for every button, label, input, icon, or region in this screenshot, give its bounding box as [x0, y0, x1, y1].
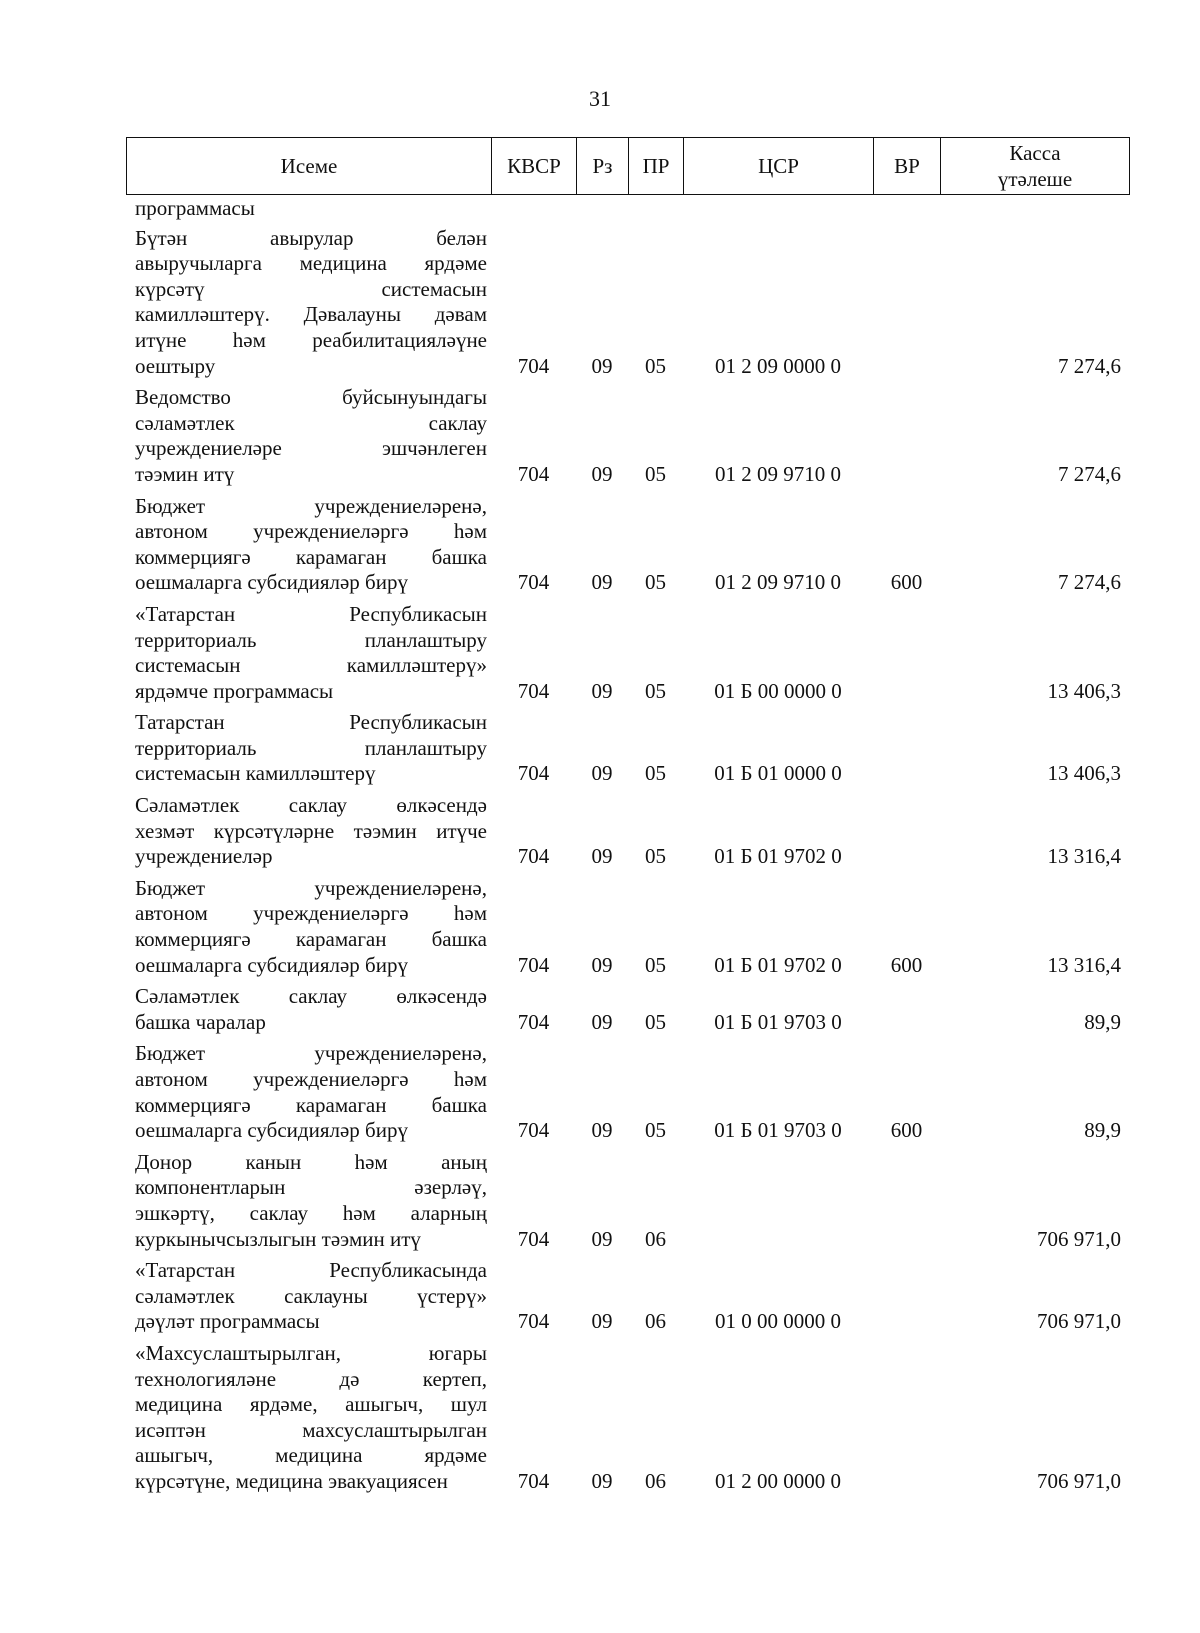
- row-amount: 7 274,6: [1058, 461, 1121, 486]
- row-kvsr: 704: [517, 1118, 550, 1143]
- row-name-cell: [126, 1150, 491, 1258]
- row-name-line: Татарстан Республикасын: [135, 710, 487, 735]
- row-kvsr: 704: [517, 353, 550, 378]
- row-amount: 7 274,6: [1058, 353, 1121, 378]
- row-rz: 09: [591, 1118, 613, 1143]
- column-header-pr: ПР: [629, 138, 684, 195]
- row-amount: 13 406,3: [1047, 678, 1121, 703]
- row-name-line: «Махсуслаштырылган, югары: [135, 1340, 487, 1365]
- row-name-line: сәламәтлек саклауны үстерү»: [135, 1283, 487, 1308]
- table-row: [126, 710, 1129, 793]
- row-pr: 05: [645, 952, 666, 977]
- row-amount: 89,9: [1084, 1118, 1121, 1143]
- row-csr: 01 Б 00 0000 0: [714, 678, 842, 703]
- row-name-line: Бюджет учреждениеләренә,: [135, 1041, 487, 1066]
- row-name-line: авыручыларга медицина ярдәме: [135, 251, 487, 276]
- row-pr: 05: [645, 570, 666, 595]
- row-kvsr: 704: [517, 1009, 550, 1034]
- row-name-line: оешмаларга субсидияләр бирү: [135, 1118, 408, 1143]
- row-vr: [873, 385, 940, 493]
- row-vr: [873, 1150, 940, 1258]
- row-rz: 09: [591, 952, 613, 977]
- row-vr: [873, 1341, 940, 1501]
- row-name-line: учреждениеләре эшчәнлеген: [135, 436, 487, 461]
- table-row: [126, 793, 1129, 876]
- row-name-line: исәптән махсуслаштырылган: [135, 1417, 487, 1442]
- row-pr: 06: [645, 1226, 666, 1251]
- row-name-line: Бюджет учреждениеләренә,: [135, 875, 487, 900]
- row-name-line: компонентларын әзерләү,: [135, 1175, 487, 1200]
- row-csr: 01 2 09 9710 0: [715, 461, 841, 486]
- row-name-cell: [126, 710, 491, 793]
- row-pr: 05: [645, 353, 666, 378]
- row-name-line: Ведомство буйсынуындагы: [135, 385, 487, 410]
- row-name-cell: [126, 385, 491, 493]
- table-row: [126, 1258, 1129, 1341]
- row-rz: 09: [591, 1309, 613, 1334]
- row-vr: [873, 984, 940, 1041]
- row-kvsr: 704: [517, 1468, 550, 1493]
- row-name-line: «Татарстан Республикасын: [135, 601, 487, 626]
- column-header-name: Исеме: [127, 138, 492, 195]
- row-name-line: Сәламәтлек саклау өлкәсендә: [135, 793, 487, 818]
- row-name-line: Бюджет учреждениеләренә,: [135, 493, 487, 518]
- row-rz: 09: [591, 461, 613, 486]
- row-amount: 706 971,0: [1037, 1226, 1121, 1251]
- row-vr: 600: [890, 952, 923, 977]
- row-rz: 09: [591, 761, 613, 786]
- row-name-line: күрсәтү системасын: [135, 276, 487, 301]
- row-name-cell: [126, 1341, 491, 1501]
- row-name-line: Донор канын һәм аның: [135, 1149, 487, 1174]
- table-header: [126, 137, 1130, 195]
- table-row: [126, 984, 1129, 1041]
- row-amount: 89,9: [1084, 1009, 1121, 1034]
- column-header-csr: ЦСР: [684, 138, 874, 195]
- row-name-line: коммерциягә карамаган башка: [135, 544, 487, 569]
- table-row: [126, 1341, 1129, 1501]
- row-pr: 05: [645, 461, 666, 486]
- row-vr: [873, 226, 940, 386]
- row-vr: [873, 710, 940, 793]
- row-name-line: оешмаларга субсидияләр бирү: [135, 952, 408, 977]
- column-header-kvsr: КВСР: [492, 138, 577, 195]
- row-amount: 706 971,0: [1037, 1468, 1121, 1493]
- row-name-line: Бүтән авырулар белән: [135, 225, 487, 250]
- row-kvsr: 704: [517, 570, 550, 595]
- row-name-line: оештыру: [135, 353, 216, 378]
- row-name-line: камилләштерү. Дәвалауны дәвам: [135, 302, 487, 327]
- row-vr: 600: [890, 1118, 923, 1143]
- column-header-amount: [941, 138, 1130, 195]
- table-row: [126, 1150, 1129, 1258]
- row-name-line: оешмаларга субсидияләр бирү: [135, 570, 408, 595]
- column-header-vr: ВР: [874, 138, 941, 195]
- budget-table: [126, 196, 1129, 1501]
- row-name-cell: [126, 226, 491, 386]
- row-pr: 05: [645, 844, 666, 869]
- row-rz: 09: [591, 1009, 613, 1034]
- row-csr: [683, 1150, 873, 1258]
- row-vr: [873, 1258, 940, 1341]
- row-name-line: автоном учреждениеләргә һәм: [135, 1067, 487, 1091]
- row-name-line: куркынычсызлыгын тәэмин итү: [135, 1226, 421, 1251]
- table-row: [126, 602, 1129, 710]
- row-amount: 706 971,0: [1037, 1309, 1121, 1334]
- row-name-line: коммерциягә карамаган башка: [135, 1092, 487, 1117]
- row-name-line: «Татарстан Республикасында: [135, 1258, 487, 1283]
- row-vr: 600: [890, 570, 923, 595]
- row-name-line: ашыгыч, медицина ярдәме: [135, 1443, 487, 1468]
- row-name-line: ярдәмче программасы: [135, 678, 334, 703]
- row-amount: 13 316,4: [1047, 952, 1121, 977]
- row-csr: 01 2 00 0000 0: [715, 1468, 841, 1493]
- row-name-line: системасын камилләштерү»: [135, 653, 487, 678]
- row-name-line: территориаль планлаштыру: [135, 627, 487, 652]
- row-name-line: тәэмин итү: [135, 461, 235, 486]
- row-name-line: коммерциягә карамаган башка: [135, 927, 487, 952]
- row-pr: 05: [645, 1009, 666, 1034]
- row-csr: 01 Б 01 9702 0: [714, 952, 842, 977]
- table-row: [126, 1041, 1129, 1149]
- row-name-line: территориаль планлаштыру: [135, 735, 487, 760]
- table-row-continuation: [126, 196, 1129, 226]
- table-row: [126, 385, 1129, 493]
- row-name-cell: [126, 602, 491, 710]
- row-kvsr: 704: [517, 678, 550, 703]
- page-number: 31: [589, 86, 611, 111]
- row-name-cell: [126, 984, 491, 1041]
- row-name-line: башка чаралар: [135, 1009, 266, 1034]
- row-name-line: системасын камилләштерү: [135, 761, 376, 786]
- column-header-rz: Рз: [577, 138, 629, 195]
- table-row: [126, 876, 1129, 984]
- row-name-line: автоном учреждениеләргә һәм: [135, 519, 487, 544]
- row-name-cell: [126, 1258, 491, 1341]
- row-name-line: хезмәт күрсәтүләрне тәэмин итүче: [135, 818, 487, 843]
- row-pr: 06: [645, 1309, 666, 1334]
- row-name-line: автоном учреждениеләргә һәм: [135, 901, 487, 926]
- row-pr: 05: [645, 761, 666, 786]
- row-csr: 01 Б 01 9702 0: [714, 844, 842, 869]
- row-name-line: медицина ярдәме, ашыгыч, шул: [135, 1392, 487, 1417]
- row-rz: 09: [591, 353, 613, 378]
- row-csr: 01 Б 01 9703 0: [714, 1009, 842, 1034]
- row-vr: [873, 602, 940, 710]
- row-pr: 06: [645, 1468, 666, 1493]
- row-name-cell: [126, 793, 491, 876]
- row-name-cell: [126, 876, 491, 984]
- table-body: [126, 196, 1129, 1501]
- row-vr: [873, 793, 940, 876]
- row-csr: 01 Б 01 0000 0: [714, 761, 842, 786]
- column-header-amount-line1: Касса: [1009, 141, 1061, 165]
- row-kvsr: 704: [517, 952, 550, 977]
- row-amount: 7 274,6: [1058, 570, 1121, 595]
- row-kvsr: 704: [517, 1309, 550, 1334]
- row-name-line: дәүләт программасы: [135, 1309, 320, 1334]
- row-rz: 09: [591, 1226, 613, 1251]
- row-rz: 09: [591, 844, 613, 869]
- row-csr: 01 2 09 9710 0: [715, 570, 841, 595]
- row-name-line: учреждениеләр: [135, 844, 273, 869]
- row-rz: 09: [591, 678, 613, 703]
- row-csr: 01 2 09 0000 0: [715, 353, 841, 378]
- row-name-line: Сәламәтлек саклау өлкәсендә: [135, 984, 487, 1009]
- row-name-line: технологияләне дә кертеп,: [135, 1366, 487, 1391]
- row-rz: 09: [591, 570, 613, 595]
- row-kvsr: 704: [517, 761, 550, 786]
- row-csr: 01 0 00 0000 0: [715, 1309, 841, 1334]
- continuation-text: программасы: [135, 196, 255, 220]
- column-header-amount-line2: үтәлеше: [997, 167, 1073, 191]
- row-name-line: сәламәтлек саклау: [135, 410, 487, 435]
- row-kvsr: 704: [517, 844, 550, 869]
- row-kvsr: 704: [517, 1226, 550, 1251]
- row-amount: 13 316,4: [1047, 844, 1121, 869]
- row-name-line: күрсәтүне, медицина эвакуациясен: [135, 1468, 448, 1493]
- row-kvsr: 704: [517, 461, 550, 486]
- row-pr: 05: [645, 678, 666, 703]
- row-rz: 09: [591, 1468, 613, 1493]
- row-pr: 05: [645, 1118, 666, 1143]
- table-row: [126, 494, 1129, 602]
- table-row: [126, 226, 1129, 386]
- row-csr: 01 Б 01 9703 0: [714, 1118, 842, 1143]
- row-name-line: эшкәртү, саклау һәм аларның: [135, 1200, 487, 1225]
- row-name-cell: [126, 1041, 491, 1149]
- row-amount: 13 406,3: [1047, 761, 1121, 786]
- row-name-line: итүне һәм реабилитацияләүне: [135, 327, 487, 352]
- row-name-cell: [126, 494, 491, 602]
